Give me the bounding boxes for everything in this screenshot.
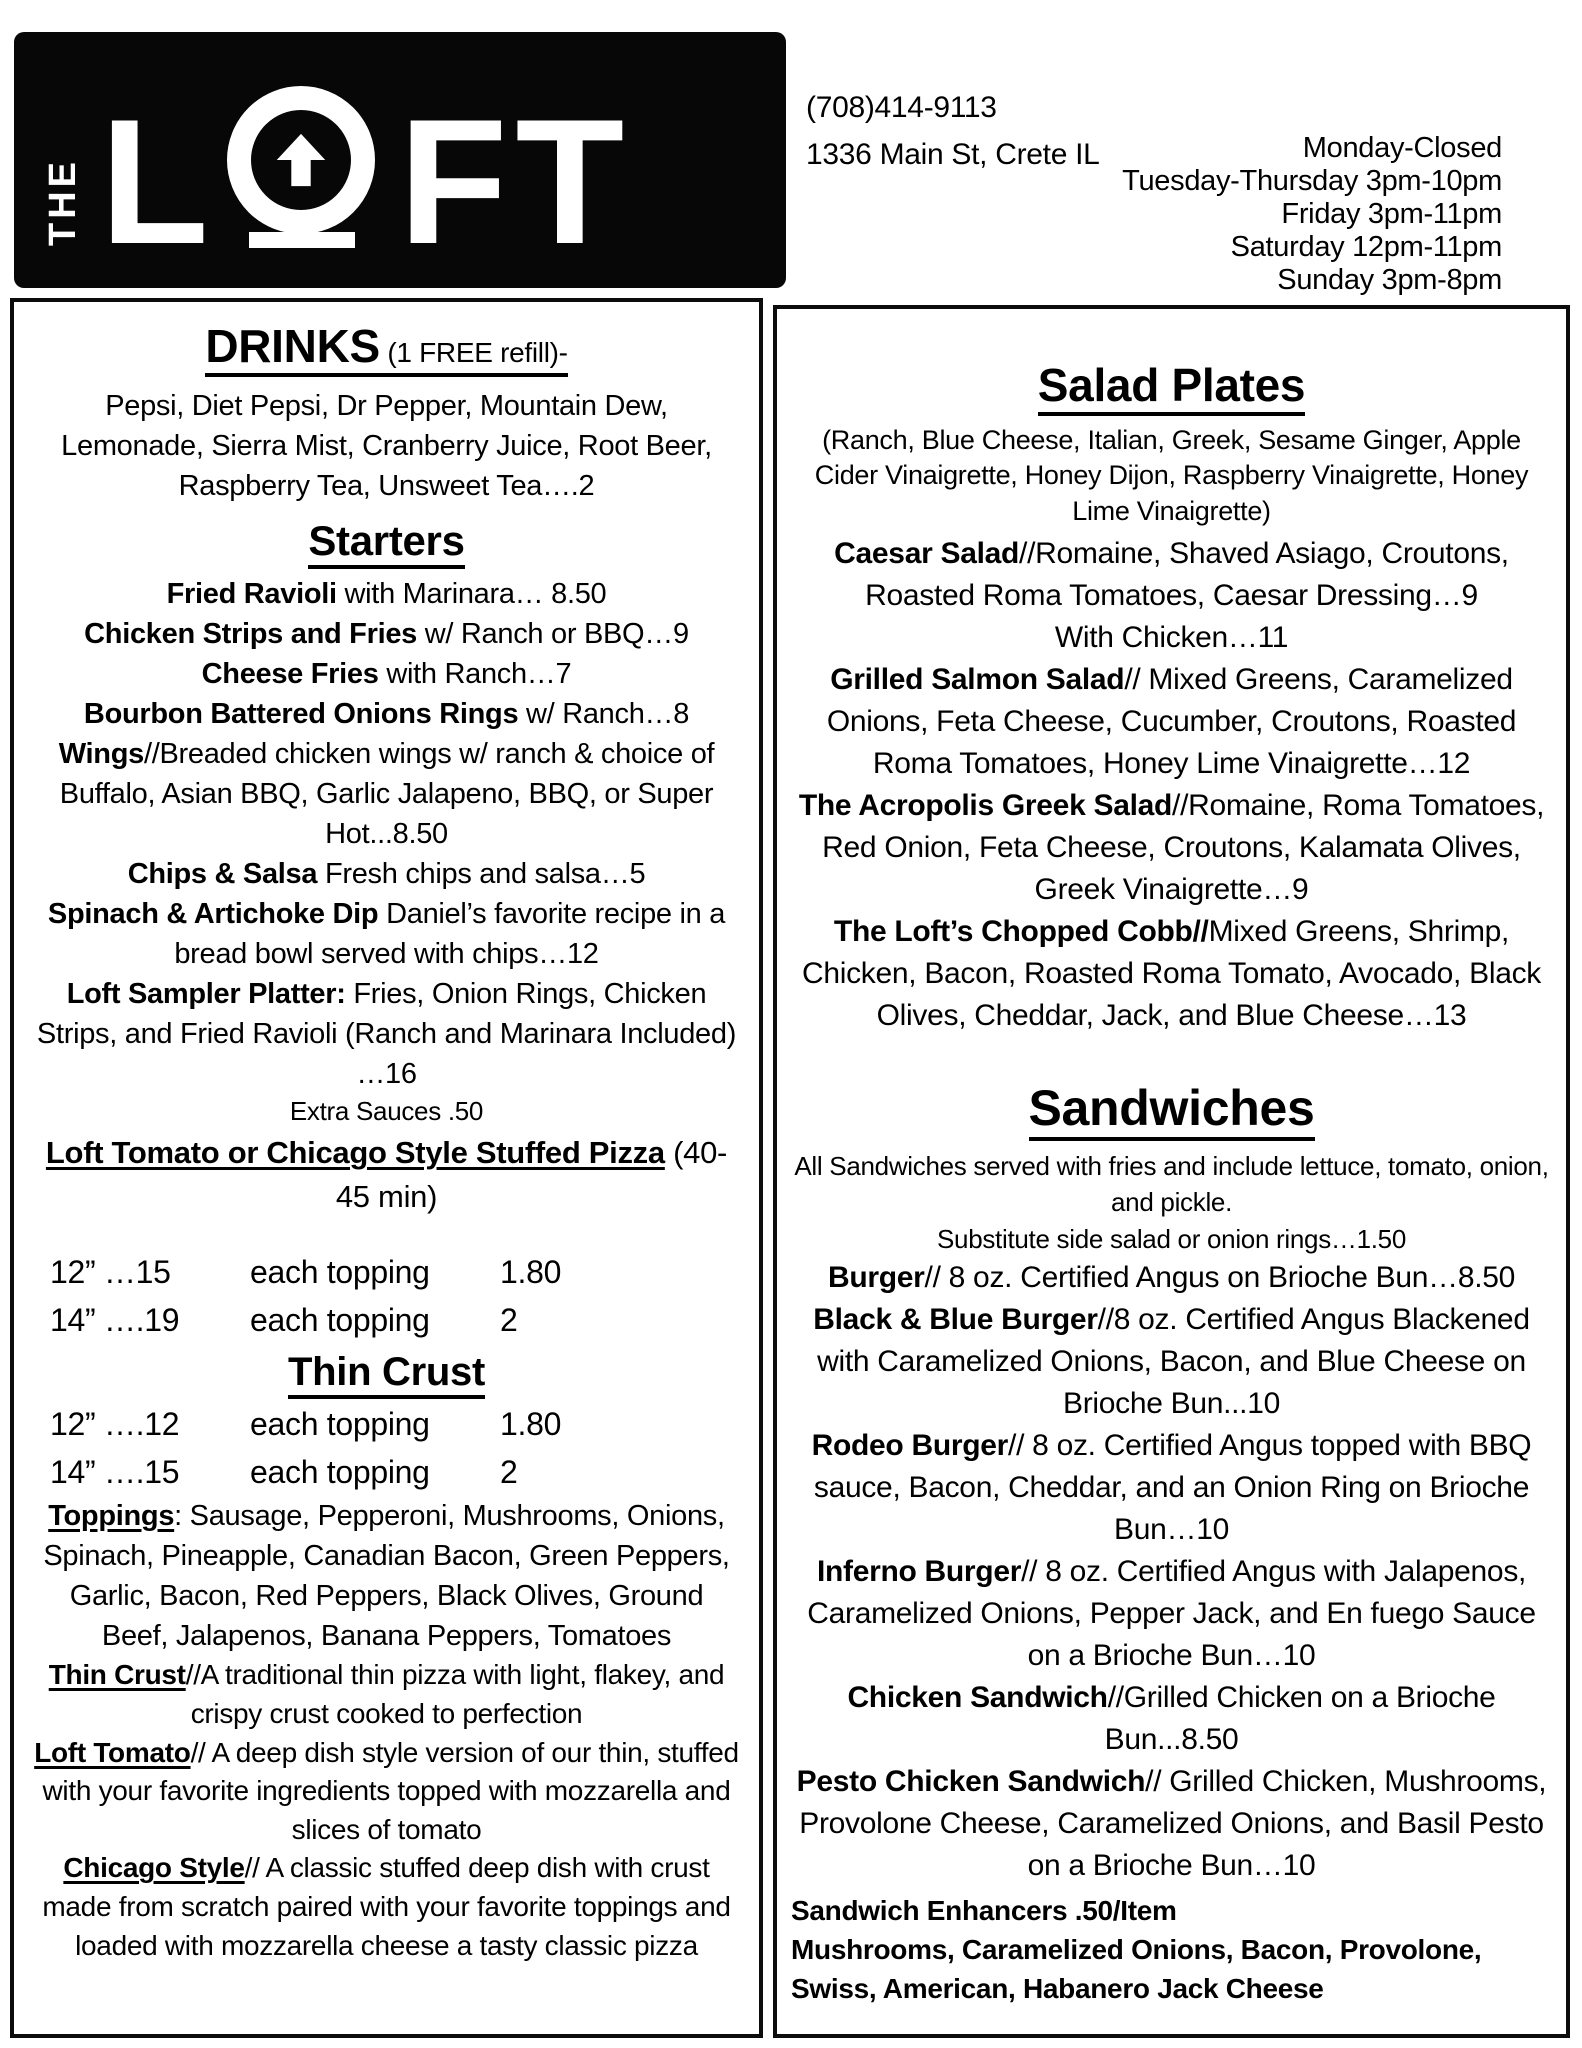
menu-item-pesto-chicken-sandwich: Pesto Chicken Sandwich// Grilled Chicken, Mushrooms, Provolone Cheese, Caramelized Onions, and Basil Pesto on a Brioche Bun…10: [796, 1765, 1547, 1883]
substitute-note: Substitute side salad or onion rings…1.50: [937, 1223, 1406, 1254]
thin-crust-prices: [34, 1400, 739, 1496]
menu-item-fried-ravioli: Fried Ravioli with Marinara… 8.50: [166, 578, 607, 611]
starters-heading: [34, 514, 739, 569]
menu-item-salmon-salad: Grilled Salmon Salad// Mixed Greens, Caramelized Onions, Feta Cheese, Cucumber, Croutons, Roasted Roma Tomatoes, Honey Lime Vinaigrette…12: [826, 663, 1517, 781]
drinks-list: Pepsi, Diet Pepsi, Dr Pepper, Mountain Dew, Lemonade, Sierra Mist, Cranberry Juice, Root Beer, Raspberry Tea, Unsweet Tea….2: [61, 389, 712, 502]
logo-o-mark: [227, 86, 375, 234]
right-menu-panel: [773, 305, 1570, 2038]
hours-tuesday-thursday: Tuesday-Thursday 3pm-10pm: [1122, 165, 1502, 197]
logo-letter-t: T: [515, 82, 619, 282]
menu-item-onion-rings: Bourbon Battered Onions Rings w/ Ranch…8: [83, 698, 690, 731]
menu-item-chopped-cobb: The Loft’s Chopped Cobb//Mixed Greens, Shrimp, Chicken, Bacon, Roasted Roma Tomato, Avocado, Black Olives, Cheddar, Jack, and Blue Cheese…13: [801, 915, 1541, 1033]
dressings-list: (Ranch, Blue Cheese, Italian, Greek, Sesame Ginger, Apple Cider Vinaigrette, Honey Dijon, Raspberry Vinaigrette, Honey Lime Vinaigrette): [814, 424, 1529, 526]
menu-item-spinach-dip: Spinach & Artichoke Dip Daniel’s favorite recipe in a bread bowl served with chips…12: [47, 898, 726, 971]
sandwiches-title: Sandwiches: [1029, 1080, 1315, 1141]
drinks-refill-note: (1 FREE refill)-: [379, 337, 568, 368]
starters-title: Starters: [308, 517, 464, 569]
stuffed-pizza-title: Loft Tomato or Chicago Style Stuffed Pizza: [45, 1135, 665, 1171]
pizza-price-row-14: 14” ….19 each topping 2: [50, 1302, 518, 1339]
menu-item-chicken-strips: Chicken Strips and Fries w/ Ranch or BBQ…9: [84, 618, 689, 651]
menu-item-burger: Burger// 8 oz. Certified Angus on Brioche Bun…8.50: [827, 1261, 1516, 1295]
pizza-price-row-12: 12” …15 each topping 1.80: [50, 1254, 562, 1291]
salad-plates-heading: [791, 357, 1552, 415]
sandwiches-heading: [791, 1077, 1552, 1140]
menu-item-chips-salsa: Chips & Salsa Fresh chips and salsa…5: [127, 858, 646, 891]
hours-monday: Monday-Closed: [1302, 132, 1502, 164]
logo-the-text: THE: [42, 158, 84, 246]
hours-friday: Friday 3pm-11pm: [1281, 198, 1502, 230]
menu-item-sampler-platter: Loft Sampler Platter: Fries, Onion Rings, Chicken Strips, and Fried Ravioli (Ranch and Marinara Included) …16: [36, 978, 737, 1091]
toppings-label: Toppings: [48, 1500, 175, 1533]
loft-logo: [14, 32, 786, 288]
salad-plates-title: Salad Plates: [1038, 359, 1305, 416]
stuffed-pizza-prices: [34, 1248, 739, 1344]
thin-price-row-12: 12” ….12 each topping 1.80: [50, 1406, 562, 1443]
menu-item-black-blue-burger: Black & Blue Burger//8 oz. Certified Angus Blackened with Caramelized Onions, Bacon, and Blue Cheese on Brioche Bun...10: [813, 1303, 1530, 1421]
menu-item-rodeo-burger: Rodeo Burger// 8 oz. Certified Angus topped with BBQ sauce, Bacon, Cheddar, and an Onion Ring on Brioche Bun…10: [811, 1429, 1532, 1547]
sandwich-enhancers-title: Sandwich Enhancers .50/Item: [791, 1895, 1177, 1927]
caesar-with-chicken: With Chicken…11: [1054, 621, 1289, 655]
phone-number: (708)414-9113: [806, 91, 997, 124]
street-address: 1336 Main St, Crete IL: [806, 138, 1100, 172]
logo-letter-f: F: [398, 82, 502, 282]
stuffed-pizza-time-note: (40-45 min): [335, 1135, 728, 1214]
drinks-heading: [34, 318, 739, 376]
drinks-title: DRINKS: [205, 320, 380, 372]
thin-crust-title: Thin Crust: [288, 1350, 485, 1399]
menu-item-cheese-fries: Cheese Fries with Ranch…7: [201, 658, 572, 691]
hours-sunday: Sunday 3pm-8pm: [1277, 264, 1502, 296]
loft-tomato-description: Loft Tomato// A deep dish style version of our thin, stuffed with your favorite ingredients topped with mozzarella and slices of tomato: [34, 1736, 739, 1845]
menu-item-inferno-burger: Inferno Burger// 8 oz. Certified Angus with Jalapenos, Caramelized Onions, Pepper Jack, and En fuego Sauce on a Brioche Bun…10: [807, 1555, 1536, 1673]
menu-item-greek-salad: The Acropolis Greek Salad//Romaine, Roma Tomatoes, Red Onion, Feta Cheese, Croutons, Kalamata Olives, Greek Vinaigrette…9: [798, 789, 1545, 907]
logo-o-underline: [249, 232, 355, 248]
sandwich-enhancers: [791, 1891, 1552, 2009]
left-menu-panel: [10, 298, 763, 2038]
toppings-list: Toppings: Sausage, Pepperoni, Mushrooms, Onions, Spinach, Pineapple, Canadian Bacon, Green Peppers, Garlic, Bacon, Red Peppers, Black Olives, Ground Beef, Jalapenos, Banana Peppers, Tomatoes: [43, 1500, 730, 1653]
thin-crust-description: Thin Crust//A traditional thin pizza with light, flakey, and crispy crust cooked to perfection: [48, 1659, 725, 1729]
menu-item-caesar-salad: Caesar Salad//Romaine, Shaved Asiago, Croutons, Roasted Roma Tomatoes, Caesar Dressing…9 With Chicken…11: [791, 533, 1552, 659]
logo-letter-l: L: [100, 82, 203, 282]
menu-item-chicken-sandwich: Chicken Sandwich//Grilled Chicken on a Brioche Bun...8.50: [847, 1681, 1496, 1757]
chicago-style-description: Chicago Style// A classic stuffed deep dish with crust made from scratch paired with your favorite toppings and loaded with mozzarella cheese a tasty classic pizza: [42, 1852, 731, 1961]
sandwiches-note: All Sandwiches served with fries and include lettuce, tomato, onion, and pickle.: [794, 1150, 1549, 1218]
hours-list: [1122, 132, 1502, 297]
stuffed-pizza-heading: [34, 1131, 739, 1218]
up-arrow-icon: [269, 128, 333, 192]
sandwich-enhancers-list: Mushrooms, Caramelized Onions, Bacon, Provolone, Swiss, American, Habanero Jack Cheese: [791, 1934, 1482, 2005]
thin-price-row-14: 14” ….15 each topping 2: [50, 1454, 518, 1491]
thin-crust-heading: [34, 1346, 739, 1398]
menu-item-wings: Wings//Breaded chicken wings w/ ranch & choice of Buffalo, Asian BBQ, Garlic Jalapeno, BBQ, or Super Hot...8.50: [58, 738, 715, 851]
contact-block: [806, 84, 1100, 179]
extra-sauces-note: Extra Sauces .50: [289, 1096, 484, 1127]
hours-saturday: Saturday 12pm-11pm: [1230, 231, 1502, 263]
